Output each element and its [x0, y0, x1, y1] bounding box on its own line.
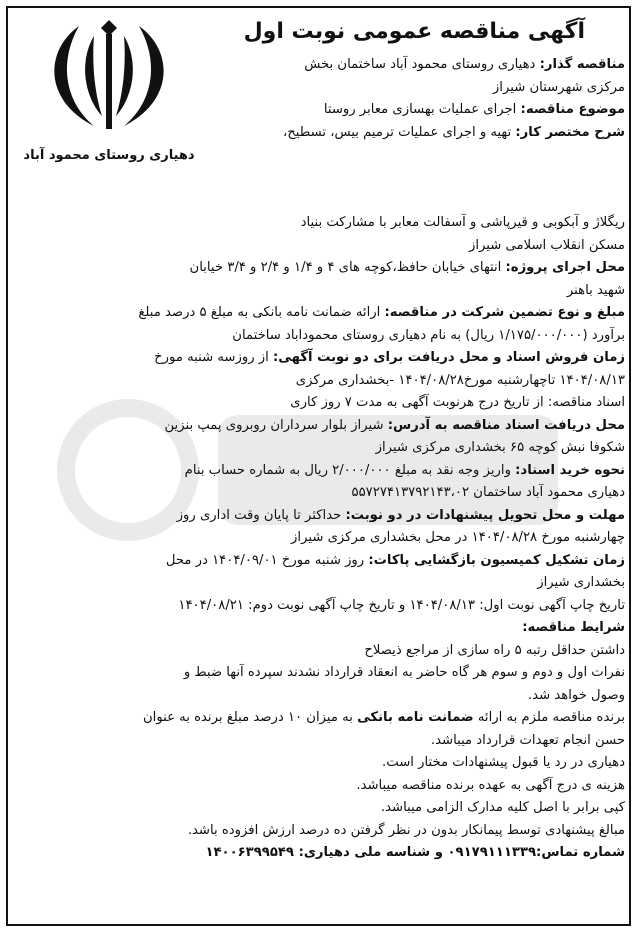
text-line — [14, 505, 625, 528]
text-line — [14, 550, 625, 573]
conditions-title: شرایط مناقصه: — [522, 620, 625, 635]
line-value: چهارشنبه مورخ ۱۴۰۴/۰۸/۲۸ در محل بخشداری مرکزی شیراز — [291, 530, 625, 545]
text-line — [14, 820, 625, 843]
iran-emblem-icon — [34, 16, 184, 141]
notice-title: آگهی مناقصه عمومی نوبت اول — [243, 19, 585, 44]
text-line — [14, 640, 625, 663]
text-line — [14, 460, 625, 483]
line-value: کپی برابر با اصل کلیه مدارک الزامی میباشد. — [380, 800, 625, 815]
line-value: هزینه ی درج آگهی به عهده برنده مناقصه میباشد. — [356, 777, 625, 793]
line-key: محل اجرای پروژه: — [505, 260, 625, 275]
line-value: ارائه ضمانت نامه بانکی به مبلغ ۵ درصد مبلغ — [138, 305, 385, 320]
line-value: وصول خواهد شد. — [527, 687, 625, 703]
line-key: نحوه خرید اسناد: — [515, 462, 625, 478]
text-line — [14, 370, 625, 393]
line-value: حداکثر تا پایان وقت اداری روز — [176, 507, 346, 523]
emblem-caption: دهیاری روستای محمود آباد — [23, 148, 195, 163]
line-value: نفرات اول و دوم و سوم هر گاه حاضر به انعقاد قرارداد نشدند سپرده آنها ضبط و — [183, 665, 625, 680]
emblem — [14, 12, 204, 197]
line-key: مبلغ و نوع تضمین شرکت در مناقصه: — [384, 305, 625, 320]
line-value: شهید باهنر — [566, 282, 625, 298]
line-value: برآورد (۱/۱۷۵/۰۰۰/۰۰۰ ریال) به نام دهیاری روستای محموداباد ساختمان — [232, 327, 625, 343]
text-line — [14, 707, 625, 730]
line-key: موضوع مناقصه: — [520, 102, 625, 117]
line-key: زمان تشکیل کمیسیون بازگشایی پاکات: — [368, 552, 625, 568]
line-value: شیراز بلوار سرداران روبروی پمپ بنزین — [164, 417, 388, 433]
line-value: برنده مناقصه ملزم به ارائه — [473, 710, 625, 725]
text-line — [14, 662, 625, 685]
text-line — [14, 752, 625, 775]
text-line — [205, 54, 625, 77]
text-line — [14, 415, 625, 438]
text-line — [14, 437, 625, 460]
line-value: از روزسه شنبه مورخ — [154, 350, 274, 365]
text-line — [205, 99, 625, 122]
text-line — [14, 685, 625, 708]
line-value: روز شنبه مورخ ۱۴۰۴/۰۹/۰۱ در محل — [165, 552, 369, 568]
line-key: مناقصه گذار: — [539, 57, 625, 72]
line-value: دهیاری در رد یا قبول پیشنهادات مختار است. — [382, 755, 625, 770]
line-bold: ضمانت نامه بانکی — [357, 710, 474, 725]
contact-line: شماره تماس:۰۹۱۷۹۱۱۱۳۳۹ و شناسه ملی دهیاری: ۱۴۰۰۶۳۹۹۵۴۹ — [205, 845, 625, 860]
text-line — [14, 392, 625, 415]
line-rest: به میزان ۱۰ درصد مبلغ برنده به عنوان — [142, 710, 358, 725]
line-value: دهیاری روستای محمود آباد ساختمان بخش — [304, 57, 540, 72]
line-key: محل دریافت اسناد مناقصه به آدرس: — [387, 417, 625, 433]
text-line — [14, 527, 625, 550]
text-line — [14, 730, 625, 753]
line-value: ۱۴۰۴/۰۸/۱۳ تاچهارشنبه مورخ۱۴۰۴/۰۸/۲۸ -بخشداری مرکزی — [295, 372, 625, 388]
line-value: اجرای عملیات بهسازی معابر روستا — [323, 102, 521, 117]
text-line — [205, 122, 625, 145]
text-line — [14, 257, 625, 280]
text-line — [14, 302, 625, 325]
header-details — [205, 54, 625, 144]
line-value: واریز وجه نقد به مبلغ ۲/۰۰۰/۰۰۰ ریال به شماره حساب بنام — [184, 462, 516, 478]
line-value: داشتن حداقل رتبه ۵ راه سازی از مراجع ذیصلاح — [364, 642, 625, 658]
text-line — [205, 77, 625, 100]
text-line — [14, 595, 625, 618]
text-line — [14, 325, 625, 348]
line-value: شکوفا نبش کوچه ۶۵ بخشداری مرکزی شیراز — [375, 440, 625, 455]
line-key: مهلت و محل تحویل پیشنهادات در دو نوبت: — [345, 507, 625, 523]
text-line — [14, 280, 625, 303]
text-line — [14, 775, 625, 798]
line-value: انتهای خیابان حافظ،کوچه های ۴ و ۱/۴ و ۲/۴ و ۳/۴ خیابان — [189, 260, 506, 275]
line-key: شرح مختصر کار: — [515, 124, 625, 140]
conditions-list — [14, 640, 625, 843]
line-value: حسن انجام تعهدات قرارداد میباشد. — [430, 732, 625, 748]
text-line — [14, 347, 625, 370]
line-value: ریگلاژ و آبکوبی و قیرپاشی و آسفالت معابر با مشارکت بنیاد — [300, 215, 625, 230]
text-line — [14, 212, 625, 235]
line-value: مرکزی شهرستان شیراز — [492, 79, 625, 95]
text-line — [14, 235, 625, 258]
notice-body — [14, 212, 625, 617]
line-value: اسناد مناقصه: از تاریخ درج هرنوبت آگهی به مدت ۷ روز کاری — [290, 395, 625, 410]
text-line — [14, 482, 625, 505]
text-line — [14, 572, 625, 595]
line-value: مبالغ پیشنهادی توسط پیمانکار بدون در نظر گرفتن ده درصد ارزش افزوده باشد. — [187, 822, 625, 838]
line-value: مسکن انقلاب اسلامی شیراز — [469, 237, 625, 253]
line-value: بخشداری شیراز — [537, 575, 625, 590]
line-value: دهیاری محمود آباد ساختمان ۵۵۷۲۷۴۱۳۷۹۲۱۴۳،۰۲ — [351, 485, 625, 500]
text-line — [14, 797, 625, 820]
tender-notice — [14, 12, 625, 924]
notice-header — [14, 12, 625, 212]
line-key: زمان فروش اسناد و محل دریافت برای دو نوبت آگهی: — [273, 350, 625, 365]
line-value: تاریخ چاپ آگهی نوبت اول: ۱۴۰۴/۰۸/۱۳ و تاریخ چاپ آگهی نوبت دوم: ۱۴۰۴/۰۸/۲۱ — [178, 597, 625, 613]
line-value: تهیه و اجرای عملیات ترمیم بیس، تسطیح، — [283, 124, 516, 140]
